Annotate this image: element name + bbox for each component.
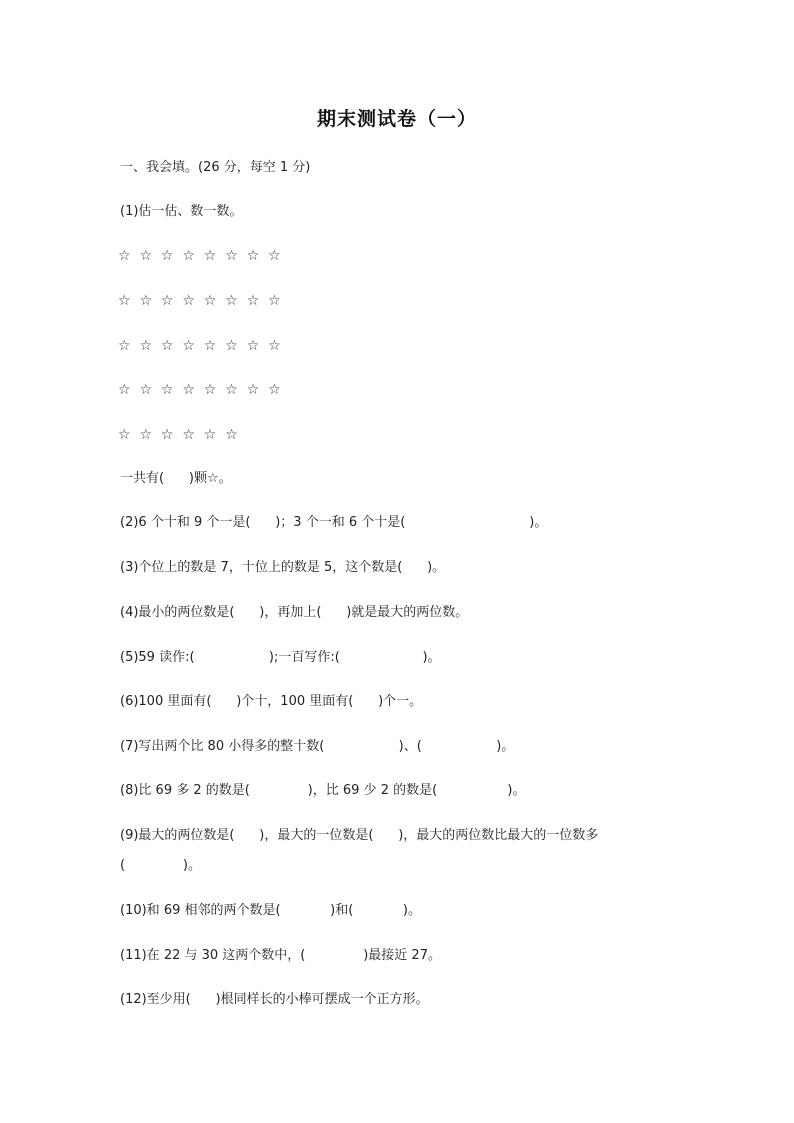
question-5: (5)59 读作:( );一百写作:( )。 [120, 650, 441, 665]
star-row: ☆ ☆ ☆ ☆ ☆ ☆ [118, 427, 238, 443]
question-8: (8)比 69 多 2 的数是( )，比 69 少 2 的数是( )。 [120, 783, 526, 798]
question-9-line-2: ( )。 [120, 858, 201, 873]
question-9-line-1: (9)最大的两位数是( )，最大的一位数是( )，最大的两位数比最大的一位数多 [120, 828, 599, 843]
section-heading: 一、我会填。(26 分，每空 1 分) [120, 160, 311, 175]
question-2: (2)6 个十和 9 个一是( )；3 个一和 6 个十是( )。 [120, 515, 548, 530]
question-12: (12)至少用( )根同样长的小棒可摆成一个正方形。 [120, 992, 429, 1007]
question-1-answer: 一共有( )颗☆。 [120, 471, 232, 486]
page-title: 期末测试卷（一） [316, 108, 477, 130]
star-row: ☆ ☆ ☆ ☆ ☆ ☆ ☆ ☆ [118, 248, 281, 264]
question-4: (4)最小的两位数是( )，再加上( )就是最大的两位数。 [120, 605, 469, 620]
star-row: ☆ ☆ ☆ ☆ ☆ ☆ ☆ ☆ [118, 382, 281, 398]
question-3: (3)个位上的数是 7，十位上的数是 5，这个数是( )。 [120, 560, 446, 575]
question-11: (11)在 22 与 30 这两个数中，( )最接近 27。 [120, 948, 441, 963]
question-10: (10)和 69 相邻的两个数是( )和( )。 [120, 903, 421, 918]
question-1-label: (1)估一估、数一数。 [120, 204, 243, 219]
question-6: (6)100 里面有( )个十，100 里面有( )个一。 [120, 694, 423, 709]
star-row: ☆ ☆ ☆ ☆ ☆ ☆ ☆ ☆ [118, 338, 281, 354]
question-7: (7)写出两个比 80 小得多的整十数( )、( )。 [120, 739, 515, 754]
star-row: ☆ ☆ ☆ ☆ ☆ ☆ ☆ ☆ [118, 293, 281, 309]
